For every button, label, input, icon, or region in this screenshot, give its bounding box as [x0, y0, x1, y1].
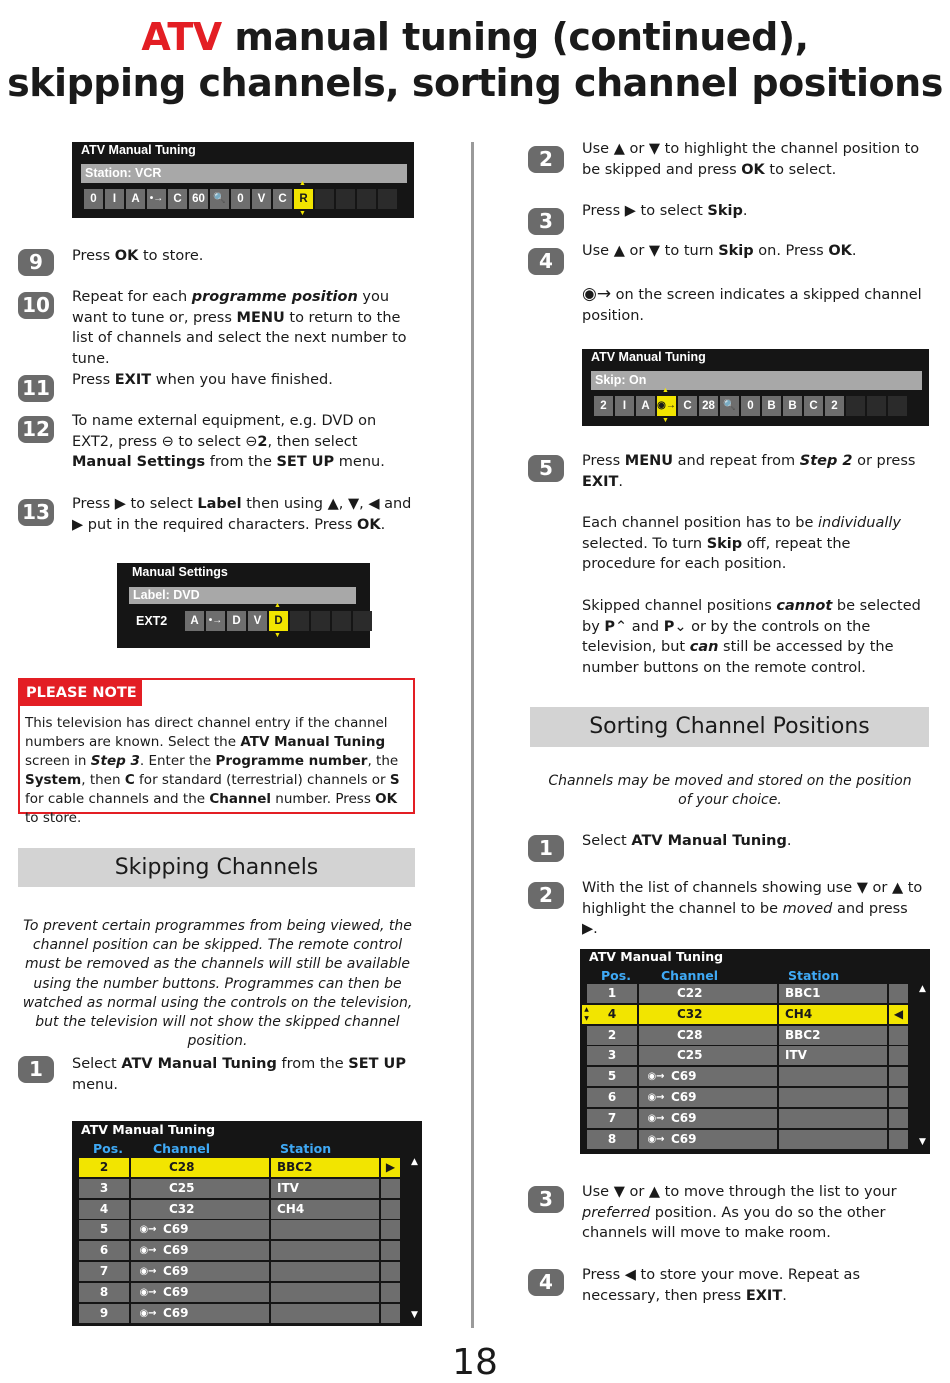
skip-step-3-badge: 3	[528, 208, 564, 235]
osd-manual-title: Manual Settings	[132, 565, 228, 579]
cells-vcr-cell: A	[126, 189, 145, 209]
table1-header-pos: Pos.	[93, 1141, 123, 1156]
step-5-text: Press MENU and repeat from Step 2 or press EXIT.	[582, 453, 916, 490]
table-row[interactable]	[79, 1262, 400, 1281]
table-row[interactable]	[587, 1067, 908, 1086]
osd-skip-cells	[594, 396, 909, 416]
row-station: BBC2	[271, 1158, 379, 1177]
tuning-table-2	[580, 949, 930, 1154]
row-station	[779, 1067, 887, 1086]
cells-skip-cell: 2	[594, 396, 613, 416]
step-10-badge: 10	[18, 292, 54, 319]
row-end-cell	[381, 1200, 400, 1219]
row-channel: C25	[169, 1180, 195, 1195]
row-channel: C32	[677, 1006, 703, 1021]
table2-header-pos: Pos.	[601, 968, 631, 983]
row-channel: C22	[677, 986, 703, 1000]
row-channel: C69	[671, 1131, 697, 1146]
skip-icon	[137, 1179, 159, 1198]
row-channel-cell	[639, 1109, 777, 1128]
cells-skip-cell: A	[636, 396, 655, 416]
table1-scroll-up-icon[interactable]: ▲	[411, 1157, 418, 1167]
table2-scroll-down-icon[interactable]: ▼	[919, 1137, 926, 1147]
osd-manual-settings	[117, 563, 370, 648]
para-cannot: Skipped channel positions cannot be selected by P⌃ and P⌄ or by the controls on the television, but can still be accessed by the number buttons on the remote control.	[582, 598, 921, 676]
cells-skip-cell: 2	[825, 396, 844, 416]
cells-manual-cell: ▲ D ▼	[269, 611, 288, 631]
cells-manual-cell	[353, 611, 372, 631]
row-end-cell	[889, 1067, 908, 1086]
skip-step-2-text: Use ▲ or ▼ to highlight the channel position to be skipped and press OK to select.	[582, 141, 920, 178]
skip-icon: ◉→	[139, 1224, 157, 1236]
skip-icon: ◉→	[139, 1245, 157, 1257]
cells-manual-cell	[332, 611, 351, 631]
table-row[interactable]	[79, 1241, 400, 1260]
row-arrow-icon: ▶	[381, 1158, 400, 1177]
row-end-cell	[381, 1304, 400, 1323]
row-end-cell	[889, 1026, 908, 1045]
sort-step-2-text: With the list of channels showing use ▼ or ▲ to highlight the channel to be moved and press ▶.	[582, 880, 923, 937]
cells-skip-cell: ▲ ◉→ ▼	[657, 396, 676, 416]
row-channel-cell	[639, 1046, 777, 1065]
skip-icon	[137, 1200, 159, 1219]
row-station: BBC1	[779, 984, 887, 1003]
row-channel-cell	[639, 1130, 777, 1149]
skip-step-2-badge: 2	[528, 146, 564, 173]
osd-vcr-station-bar: Station: VCR	[81, 164, 407, 183]
cells-manual-cell: D	[227, 611, 246, 631]
cells-skip-cell	[846, 396, 865, 416]
row-station	[779, 1088, 887, 1107]
step-11-text: Press EXIT when you have finished.	[72, 372, 333, 388]
cells-vcr-cell: 60	[189, 189, 208, 209]
row-channel: C28	[169, 1160, 195, 1174]
cells-skip-cell: 28	[699, 396, 718, 416]
row-end-cell	[381, 1220, 400, 1239]
cells-skip-cell: 0	[741, 396, 760, 416]
cells-manual-cell: A	[185, 611, 204, 631]
row-station	[271, 1304, 379, 1323]
skip-icon	[645, 984, 667, 1003]
osd-skip-panel	[582, 349, 929, 426]
cells-vcr-cell: I	[105, 189, 124, 209]
skip-step-1-badge: 1	[18, 1056, 54, 1083]
row-channel: C69	[163, 1222, 189, 1237]
sort-step-3-text: Use ▼ or ▲ to move through the list to your preferred position. As you do so the other channels will move to make room.	[582, 1184, 897, 1241]
row-arrow-icon: ◀	[889, 1005, 908, 1024]
skip-icon: ◉→	[139, 1286, 157, 1298]
skip-icon: ◉→	[647, 1112, 665, 1124]
osd-vcr-title: ATV Manual Tuning	[81, 143, 196, 157]
row-pos: 2	[79, 1158, 129, 1177]
cells-vcr-cell	[315, 189, 334, 209]
table-row[interactable]	[587, 1026, 908, 1045]
osd-manual-ext: EXT2	[136, 614, 168, 628]
row-end-cell	[889, 1046, 908, 1065]
cells-skip-cell: 🔍	[720, 396, 739, 416]
table-row[interactable]	[79, 1220, 400, 1239]
skipping-channels-heading: Skipping Channels	[18, 848, 415, 887]
cells-vcr-cell: 🔍	[210, 189, 229, 209]
row-channel-cell	[131, 1220, 269, 1239]
row-channel-cell	[131, 1283, 269, 1302]
table1-scroll-down-icon[interactable]: ▼	[411, 1310, 418, 1320]
skip-step-1-text: Select ATV Manual Tuning from the SET UP menu.	[72, 1056, 406, 1093]
sort-step-4-badge: 4	[528, 1269, 564, 1296]
title-line2: skipping channels, sorting channel positions	[7, 61, 943, 105]
row-station: ITV	[779, 1046, 887, 1065]
row-pos: 3	[587, 1046, 637, 1065]
table-row[interactable]	[79, 1283, 400, 1302]
cells-vcr-cell	[378, 189, 397, 209]
row-pos: 5	[587, 1067, 637, 1086]
row-channel: C69	[163, 1305, 189, 1320]
table1-title: ATV Manual Tuning	[81, 1122, 216, 1137]
cells-skip-cell: B	[762, 396, 781, 416]
table-row[interactable]	[79, 1158, 400, 1177]
cells-skip-cell: C	[678, 396, 697, 416]
title-atv: ATV	[141, 15, 222, 59]
cells-vcr-cell: C	[168, 189, 187, 209]
row-station	[271, 1241, 379, 1260]
table-row[interactable]	[587, 1046, 908, 1065]
step-5-badge: 5	[528, 455, 564, 482]
move-updown-icon: ▲ ▼	[582, 1005, 591, 1024]
cells-skip-cell: C	[804, 396, 823, 416]
table2-title: ATV Manual Tuning	[589, 949, 724, 964]
cells-vcr-cell: V	[252, 189, 271, 209]
row-channel-cell	[131, 1304, 269, 1323]
cells-vcr-cell: ▲ R ▼	[294, 189, 313, 209]
row-pos: 7	[587, 1109, 637, 1128]
table1-header-station: Station	[280, 1141, 332, 1156]
tuning-table-1	[72, 1121, 422, 1326]
cells-skip-cell: B	[783, 396, 802, 416]
row-pos: 2	[587, 1026, 637, 1045]
row-pos: 6	[79, 1241, 129, 1260]
row-channel-cell	[131, 1179, 269, 1198]
row-channel: C69	[163, 1243, 189, 1258]
step-12-text: To name external equipment, e.g. DVD on EXT2, press ⊖ to select ⊖2, then select Manual Settings from the SET UP menu.	[72, 413, 385, 470]
cells-vcr-cell	[336, 189, 355, 209]
row-channel-cell	[639, 1026, 777, 1045]
page-number: 18	[452, 1342, 498, 1383]
row-channel: C69	[163, 1264, 189, 1278]
step-10-text: Repeat for each programme position you want to tune or, press MENU to return to the list of channels and select the next number to tune.	[72, 289, 407, 367]
cells-manual-cell: •→	[206, 611, 225, 631]
row-channel-cell	[639, 984, 777, 1003]
skip-icon	[645, 1005, 667, 1024]
cells-vcr-cell: C	[273, 189, 292, 209]
sort-step-1-badge: 1	[528, 835, 564, 862]
sort-step-4-text: Press ◀ to store your move. Repeat as necessary, then press EXIT.	[582, 1267, 860, 1304]
please-note-text: This television has direct channel entry if the channel numbers are known. Select the ATV Manual Tuning screen in Step 3. Enter the Programme number, the System, then C for standard (terrestrial) channels or S for cable channels and the Channel number. Press OK to store.	[25, 715, 400, 826]
para-individual: Each channel position has to be individually selected. To turn Skip off, repeat the procedure for each position.	[582, 515, 901, 572]
table2-header-station: Station	[788, 968, 840, 983]
table-row[interactable]	[587, 1130, 908, 1149]
cells-vcr-cell	[357, 189, 376, 209]
column-divider	[471, 142, 474, 1328]
skip-step-4-badge: 4	[528, 248, 564, 275]
row-end-cell	[381, 1262, 400, 1281]
sort-step-2-badge: 2	[528, 882, 564, 909]
row-channel-cell	[639, 1005, 777, 1024]
table2-scroll-up-icon[interactable]: ▲	[919, 984, 926, 994]
row-pos: 6	[587, 1088, 637, 1107]
row-end-cell	[889, 1088, 908, 1107]
skip-step-4-text: Use ▲ or ▼ to turn Skip on. Press OK.	[582, 243, 857, 259]
row-channel-cell	[131, 1262, 269, 1281]
row-pos: 5	[79, 1220, 129, 1239]
row-channel-cell	[131, 1200, 269, 1219]
osd-manual-label-bar: Label: DVD	[129, 587, 356, 604]
row-station: CH4	[779, 1005, 887, 1024]
table1-header-channel: Channel	[153, 1141, 211, 1156]
title-line1: manual tuning (continued),	[221, 15, 809, 59]
cells-manual-cell	[290, 611, 309, 631]
row-end-cell	[381, 1241, 400, 1260]
table2-header-channel: Channel	[661, 968, 719, 983]
skip-icon	[137, 1158, 159, 1177]
row-channel: C69	[163, 1284, 189, 1299]
osd-skip-bar: Skip: On	[591, 371, 922, 390]
sorting-heading: Sorting Channel Positions	[530, 707, 929, 747]
skipping-intro: To prevent certain programmes from being viewed, the channel position can be skipped. The remote control must be removed as the channels will still be available using the number buttons. Programmes can then be watched as normal using the controls on the television, but the television will not show the skipped channel position.	[22, 918, 413, 1050]
row-pos: 4	[79, 1200, 129, 1219]
cells-skip-cell	[867, 396, 886, 416]
cells-manual-cell: V	[248, 611, 267, 631]
osd-skip-title: ATV Manual Tuning	[591, 350, 706, 364]
osd-vcr-cells	[84, 189, 399, 209]
row-pos: 8	[79, 1283, 129, 1302]
cells-skip-cell: I	[615, 396, 634, 416]
skip-icon: ◉→	[647, 1071, 665, 1083]
please-note-box	[18, 678, 415, 826]
skip-icon: ◉→	[647, 1133, 665, 1145]
cells-vcr-cell: 0	[84, 189, 103, 209]
cells-vcr-cell: 0	[231, 189, 250, 209]
sorting-intro: Channels may be moved and stored on the position of your choice.	[548, 773, 912, 809]
step-13-text: Press ▶ to select Label then using ▲, ▼, ◀ and ▶ put in the required characters. Press OK.	[72, 496, 412, 533]
row-end-cell	[889, 1130, 908, 1149]
row-channel: C69	[671, 1069, 697, 1084]
row-station	[779, 1130, 887, 1149]
cells-skip-cell	[888, 396, 907, 416]
step-12-badge: 12	[18, 416, 54, 443]
skip-step-3-text: Press ▶ to select Skip.	[582, 203, 748, 219]
table-row[interactable]	[587, 1005, 908, 1024]
row-end-cell	[889, 984, 908, 1003]
row-channel-cell	[639, 1067, 777, 1086]
table-row[interactable]	[587, 984, 908, 1003]
row-pos: 9	[79, 1304, 129, 1323]
row-station: ITV	[271, 1179, 379, 1198]
row-station	[271, 1220, 379, 1239]
row-channel-cell	[639, 1088, 777, 1107]
row-station	[271, 1283, 379, 1302]
cells-vcr-cell: •→	[147, 189, 166, 209]
skip-icon: ◉→	[139, 1266, 157, 1277]
page-title	[0, 14, 950, 106]
step-13-badge: 13	[18, 499, 54, 526]
row-pos: 8	[587, 1130, 637, 1149]
step-9-text: Press OK to store.	[72, 248, 204, 264]
row-station	[779, 1109, 887, 1128]
row-channel: C69	[671, 1090, 697, 1104]
skip-icon	[645, 1026, 667, 1045]
step-9-badge: 9	[18, 249, 54, 276]
row-channel: C69	[671, 1110, 697, 1125]
row-end-cell	[889, 1109, 908, 1128]
skip-icon: ◉→	[139, 1307, 157, 1319]
row-pos: 7	[79, 1262, 129, 1281]
row-pos: 3	[79, 1179, 129, 1198]
cells-manual-cell	[311, 611, 330, 631]
skip-indicator-text: ◉→ on the screen indicates a skipped channel position.	[582, 284, 922, 324]
osd-vcr-panel	[72, 142, 414, 218]
skip-icon: ◉→	[647, 1092, 665, 1103]
row-channel: C25	[677, 1048, 703, 1063]
please-note-heading: PLEASE NOTE	[20, 680, 142, 706]
table-row[interactable]	[79, 1179, 400, 1198]
table-row[interactable]	[79, 1304, 400, 1323]
row-end-cell	[381, 1179, 400, 1198]
table-row[interactable]	[587, 1109, 908, 1128]
row-pos: 1	[587, 984, 637, 1003]
row-end-cell	[381, 1283, 400, 1302]
osd-manual-cells	[185, 611, 374, 631]
sort-step-1-text: Select ATV Manual Tuning.	[582, 833, 792, 849]
table-row[interactable]	[79, 1200, 400, 1219]
table-row[interactable]	[587, 1088, 908, 1107]
row-channel: C28	[677, 1027, 703, 1042]
step-11-badge: 11	[18, 375, 54, 402]
skip-icon	[645, 1046, 667, 1065]
row-channel: C32	[169, 1201, 195, 1216]
row-station	[271, 1262, 379, 1281]
row-station: CH4	[271, 1200, 379, 1219]
row-pos: 4	[587, 1005, 637, 1024]
sort-step-3-badge: 3	[528, 1186, 564, 1213]
row-station: BBC2	[779, 1026, 887, 1045]
row-channel-cell	[131, 1158, 269, 1177]
row-channel-cell	[131, 1241, 269, 1260]
